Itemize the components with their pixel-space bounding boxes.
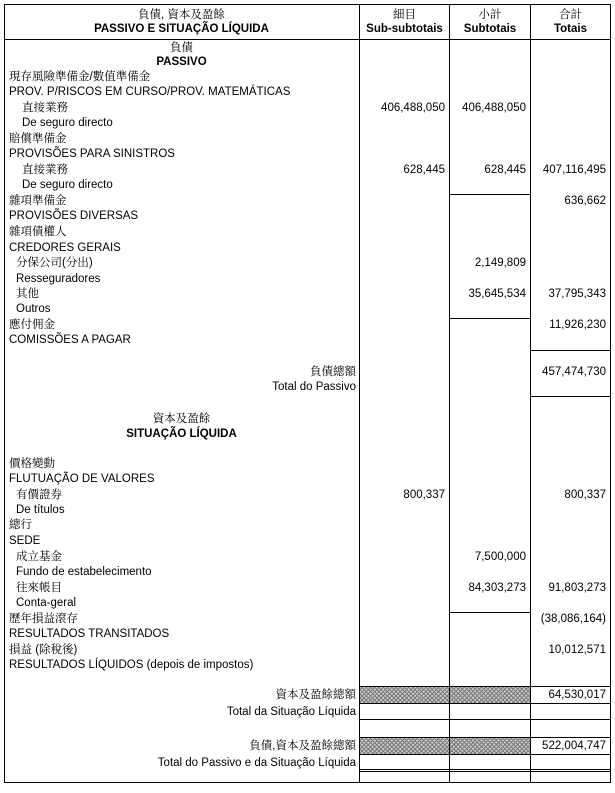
prov-mat-sub-pt: De seguro directo (22, 117, 113, 129)
credores-zh: 雜項債權人 (9, 226, 67, 238)
sinistros-subtotal: 628,445 (484, 164, 526, 176)
sede-zh: 總行 (9, 519, 32, 531)
total-rule-5 (359, 719, 611, 720)
liquidos-total: 10,012,571 (548, 644, 606, 656)
resseguradores-subtotal: 2,149,809 (474, 257, 526, 269)
prov-mat-zh: 現存風險準備金/數值準備金 (9, 71, 151, 83)
titulos-zh: 有價證券 (16, 489, 62, 501)
passivo-title-zh: 負債 (170, 42, 193, 54)
titulos-pt: De títulos (16, 504, 65, 516)
comissoes-total: 11,926,230 (549, 319, 606, 331)
col-divider-2 (449, 4, 450, 782)
col-divider-3 (530, 4, 531, 782)
sede-pt: SEDE (9, 535, 41, 547)
header-rule (4, 39, 611, 40)
total-rule-9 (359, 771, 611, 772)
total-passivo-pt: Total do Passivo (272, 381, 356, 393)
sede-total: 91,803,273 (548, 582, 606, 594)
subtotal-rule-3 (449, 612, 531, 613)
frame-bottom (4, 782, 611, 783)
sinistros-zh: 賠償準備金 (9, 133, 67, 145)
resseguradores-pt: Resseguradores (16, 273, 101, 285)
credores-total: 37,795,343 (548, 288, 606, 300)
total-rule-7 (359, 754, 611, 755)
outros-subtotal: 35,645,534 (468, 288, 526, 300)
liquidos-pt: RESULTADOS LÍQUIDOS (depois de impostos) (9, 659, 254, 671)
sinistros-sub-subtotal: 628,445 (403, 164, 445, 176)
transitados-zh: 歷年損益滾存 (9, 613, 78, 625)
fundo-subtotal: 7,500,000 (474, 551, 526, 563)
conta-geral-pt: Conta-geral (16, 597, 77, 609)
credores-pt: CREDORES GERAIS (9, 242, 121, 254)
prov-mat-pt: PROV. P/RISCOS EM CURSO/PROV. MATEMÁTICAS (9, 86, 291, 98)
hatched-cell-3 (360, 738, 449, 754)
hatched-cell-2 (450, 687, 530, 703)
total-rule-1 (530, 350, 611, 351)
flutuacao-pt: FLUTUAÇÃO DE VALORES (9, 473, 155, 485)
titulos-total: 800,337 (564, 489, 606, 501)
comissoes-pt: COMISSÕES A PAGAR (9, 334, 131, 346)
hatched-cell-1 (360, 687, 449, 703)
fundo-pt: Fundo de estabelecimento (16, 566, 152, 578)
sinistros-sub-pt: De seguro directo (22, 179, 113, 191)
total-situacao-zh: 資本及盈餘總額 (275, 689, 356, 701)
hatched-cell-4 (450, 738, 530, 754)
frame-top (4, 4, 611, 5)
passivo-title-pt: PASSIVO (156, 56, 207, 68)
header-col1-pt: Sub-subtotais (366, 23, 443, 35)
liquidos-zh: 損益 (除稅後) (9, 644, 78, 656)
total-situacao-pt: Total da Situação Líquida (226, 706, 356, 718)
header-col2-zh: 小計 (478, 9, 502, 21)
diversas-zh: 雜項準備金 (9, 195, 67, 207)
header-col3-zh: 合計 (559, 9, 582, 21)
prov-mat-sub-subtotal: 406,488,050 (381, 102, 445, 114)
fundo-zh: 成立基金 (16, 551, 62, 563)
conta-geral-subtotal: 84,303,273 (468, 582, 526, 594)
total-rule-4 (359, 703, 611, 704)
header-col3-pt: Totais (553, 23, 587, 35)
total-rule-2 (530, 396, 611, 397)
subtotal-rule-1 (449, 194, 531, 195)
situacao-title-zh: 資本及盈餘 (152, 413, 211, 425)
titulos-sub-subtotal: 800,337 (403, 489, 445, 501)
sinistros-pt: PROVISÕES PARA SINISTROS (9, 148, 175, 160)
transitados-total: (38,086,164) (540, 613, 606, 625)
prov-mat-subtotal: 406,488,050 (462, 102, 526, 114)
sinistros-sub-zh: 直接業務 (22, 164, 68, 176)
grand-total-zh: 負債,資本及盈餘總額 (249, 740, 356, 752)
header-col1-zh: 細目 (393, 9, 416, 21)
situacao-title-pt: SITUAÇÃO LÍQUIDA (126, 428, 237, 440)
grand-total-value: 522,004,747 (542, 740, 606, 752)
sinistros-total: 407,116,495 (542, 164, 606, 176)
diversas-total: 636,662 (564, 195, 606, 207)
subtotal-rule-2 (449, 318, 531, 319)
diversas-pt: PROVISÕES DIVERSAS (9, 210, 139, 222)
resseguradores-zh: 分保公司(分出) (16, 257, 93, 269)
total-situacao-value: 64,530,017 (548, 689, 606, 701)
flutuacao-zh: 價格變動 (9, 458, 55, 470)
transitados-pt: RESULTADOS TRANSITADOS (9, 628, 170, 640)
total-passivo-zh: 負債總額 (310, 366, 356, 378)
grand-total-pt: Total do Passivo e da Situação Líquida (157, 757, 356, 769)
header-col2-pt: Subtotais (463, 23, 517, 35)
total-passivo-value: 457,474,730 (542, 366, 606, 378)
outros-pt: Outros (16, 303, 51, 315)
conta-geral-zh: 往來帳目 (16, 582, 62, 594)
total-rule-8 (359, 769, 611, 770)
prov-mat-sub-zh: 直接業務 (22, 102, 68, 114)
frame-right (610, 4, 611, 783)
comissoes-zh: 應付佣金 (9, 319, 55, 331)
header-desc-pt: PASSIVO E SITUAÇÃO LÍQUIDA (94, 23, 269, 35)
outros-zh: 其他 (16, 288, 39, 300)
col-divider-1 (359, 4, 360, 782)
header-desc-zh: 負債, 資本及盈餘 (138, 9, 225, 21)
